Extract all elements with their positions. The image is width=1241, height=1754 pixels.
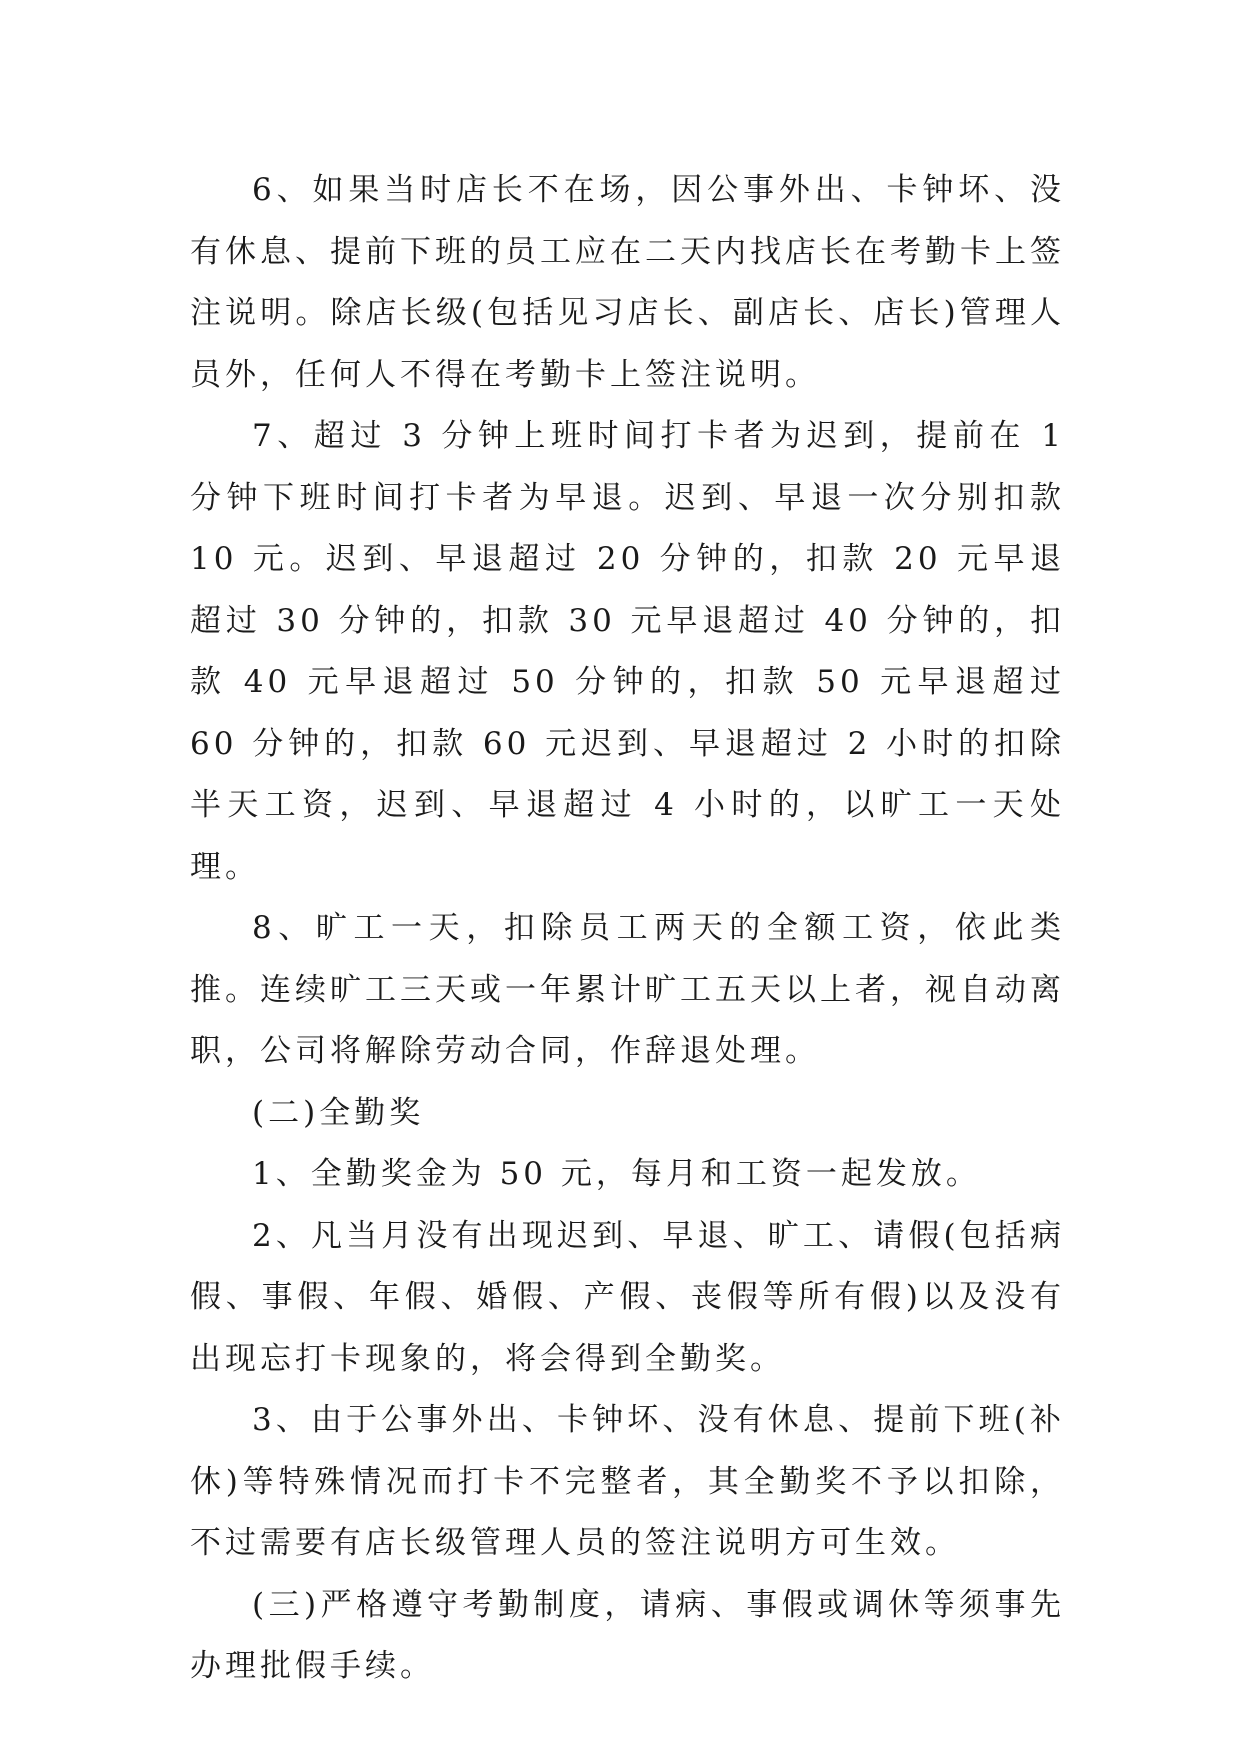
paragraph-bonus-3: 3、由于公事外出、卡钟坏、没有休息、提前下班(补休)等特殊情况而打卡不完整者，其全勤奖不予以扣除，不过需要有店长级管理人员的签注说明方可生效。 bbox=[190, 1402, 1065, 1561]
paragraph-rule-6: 6、如果当时店长不在场，因公事外出、卡钟坏、没有休息、提前下班的员工应在二天内找店长在考勤卡上签注说明。除店长级(包括见习店长、副店长、店长)管理人员外，任何人不得在考勤卡上签注说明。 bbox=[190, 172, 1065, 393]
paragraph-bonus-1: 1、全勤奖金为 50 元，每月和工资一起发放。 bbox=[252, 1156, 981, 1192]
section-heading-attendance-bonus: (二)全勤奖 bbox=[252, 1094, 425, 1131]
paragraph-rule-7: 7、超过 3 分钟上班时间打卡者为迟到，提前在 1 分钟下班时间打卡者为早退。迟到、早退一次分别扣款 10 元。迟到、早退超过 20 分钟的，扣款 20 元早退超过 30 分钟的，扣款 30 元早退超过 40 分钟的，扣款 40 元早退超过 50 分钟的，扣款 50 元早退超过 60 分钟的，扣款 60 元迟到、早退超过 2 小时的扣除半天工资，迟到、早退超过 4 小时的，以旷工一天处理。 bbox=[190, 418, 1065, 885]
paragraph-bonus-2: 2、凡当月没有出现迟到、早退、旷工、请假(包括病假、事假、年假、婚假、产假、丧假等所有假)以及没有出现忘打卡现象的，将会得到全勤奖。 bbox=[190, 1217, 1065, 1377]
paragraph-rule-8: 8、旷工一天，扣除员工两天的全额工资，依此类推。连续旷工三天或一年累计旷工五天以上者，视自动离职，公司将解除劳动合同，作辞退处理。 bbox=[190, 910, 1065, 1069]
paragraph-section-3: (三)严格遵守考勤制度，请病、事假或调休等须事先办理批假手续。 bbox=[190, 1586, 1065, 1684]
document-body bbox=[190, 160, 1065, 1698]
